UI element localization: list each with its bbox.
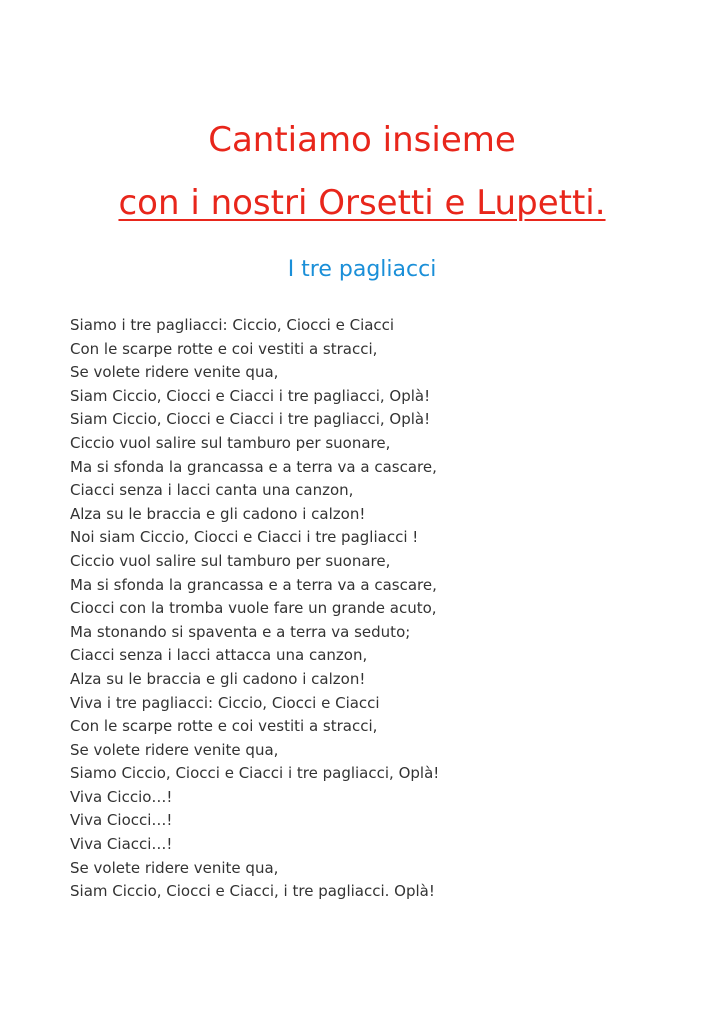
page-title-line-2: con i nostri Orsetti e Lupetti. (118, 183, 606, 223)
lyric-line: Ma si sfonda la grancassa e a terra va a cascare, (70, 575, 437, 594)
lyric-line: Ma si sfonda la grancassa e a terra va a cascare, (70, 457, 437, 476)
lyric-line: Alza su le braccia e gli cadono i calzon! (70, 669, 366, 688)
lyric-line: Siamo Ciccio, Ciocci e Ciacci i tre pagliacci, Oplà! (70, 764, 440, 783)
lyrics-list (70, 314, 690, 904)
lyric-line: Viva Ciccio…! (70, 787, 173, 806)
lyric-line: Siam Ciccio, Ciocci e Ciacci, i tre pagliacci. Oplà! (70, 882, 435, 901)
song-title: I tre pagliacci (287, 257, 437, 282)
lyric-line: Con le scarpe rotte e coi vestiti a stracci, (70, 717, 378, 736)
lyric-line: Se volete ridere venite qua, (70, 858, 279, 877)
lyric-line: Ciocci con la tromba vuole fare un grande acuto, (70, 599, 437, 618)
lyric-line: Viva i tre pagliacci: Ciccio, Ciocci e Ciacci (70, 693, 380, 712)
lyric-line: Alza su le braccia e gli cadono i calzon! (70, 504, 366, 523)
lyric-line: Siam Ciccio, Ciocci e Ciacci i tre pagliacci, Oplà! (70, 410, 431, 429)
lyric-line: Viva Ciocci…! (70, 811, 173, 830)
lyric-line: Ma stonando si spaventa e a terra va seduto; (70, 622, 411, 641)
lyric-line: Ciccio vuol salire sul tamburo per suonare, (70, 551, 391, 570)
lyric-line: Noi siam Ciccio, Ciocci e Ciacci i tre pagliacci ! (70, 528, 419, 547)
lyric-line: Ciacci senza i lacci attacca una canzon, (70, 646, 368, 665)
lyric-line: Se volete ridere venite qua, (70, 363, 279, 382)
lyric-line: Viva Ciacci…! (70, 835, 173, 854)
lyric-line: Ciccio vuol salire sul tamburo per suonare, (70, 433, 391, 452)
lyric-line: Siamo i tre pagliacci: Ciccio, Ciocci e Ciacci (70, 316, 395, 334)
lyric-line: Con le scarpe rotte e coi vestiti a stracci, (70, 339, 378, 358)
lyric-line: Siam Ciccio, Ciocci e Ciacci i tre pagliacci, Oplà! (70, 386, 431, 405)
lyric-line: Se volete ridere venite qua, (70, 740, 279, 759)
lyric-line: Ciacci senza i lacci canta una canzon, (70, 481, 354, 500)
page-title-line-1: Cantiamo insieme (208, 120, 516, 160)
